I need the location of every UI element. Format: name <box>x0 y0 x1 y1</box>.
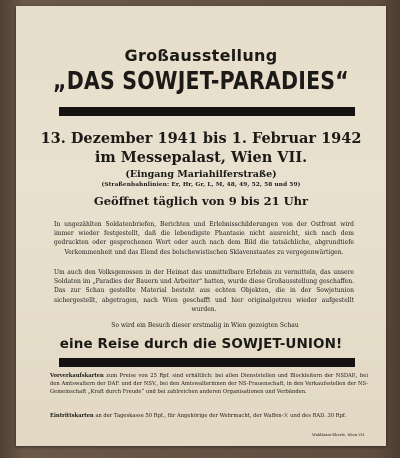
poster-heading: Großausstellung <box>124 46 278 65</box>
printer-imprint: Waldheim-Eberle, Wien VII. <box>312 432 366 437</box>
opening-hours: Geöffnet täglich von 9 bis 21 Uhr <box>93 194 309 208</box>
exhibition-venue: im Messepalast, Wien VII. <box>94 149 308 166</box>
admission-label: Eintrittskarten <box>50 413 94 419</box>
black-rule-top <box>59 107 355 116</box>
presale-info <box>50 372 368 396</box>
presale-text: zum Preise von 25 Rpf. sind erhältlich: bei allen Dienststellen und Blockleitern der NSDAP., bei den Amtswaltern der DAF. und der NSV., bei den Amtswalterinnen der NS-Frauenschaft, in den Verkaufsstellen der NS-Gemeinschaft „Kraft durch Freude“ und bei zahlreichen anderen Organisationen und Verbänden. <box>50 373 368 395</box>
poster-title: „DAS SOWJET-PARADIES“ <box>53 66 349 95</box>
description-paragraph: Um auch den Volksgenossen in der Heimat das unmittelbare Erlebnis zu vermitteln, das unsere Soldaten im „Paradies der Bauern und Arbeiter“ hatten, wurde diese Großausstellung geschaffen. Das zur Schau gestellte Material besteht aus echten Objekten, die in der Sowjetunion sichergestellt, abgetragen, nach Wien geschafft und hier originalgetreu wieder aufgestellt wurden. <box>54 269 354 313</box>
admission-info <box>50 412 368 420</box>
poster-slogan: eine Reise durch die SOWJET-UNION! <box>59 336 343 352</box>
exhibition-poster <box>16 6 386 446</box>
lead-in-line: So wird ein Besuch dieser erstmalig in Wien gezeigten Schau <box>111 322 299 329</box>
presale-label: Vorverkaufskarten <box>50 373 104 379</box>
intro-paragraph: In ungezählten Soldatenbriefen, Berichten und Erlebnisschilderungen von der Ostfront wird immer wieder festgestellt, daß die lebendigste Phantasie nicht ausreicht, sich nach dem gedruckten oder gesprochenen Wort oder auch nach dem Bild die tatsächliche, abgrundtiefe Verkommenheit und das Elend des bolschewistischen Sklavenstaates zu vergegenwärtigen. <box>54 221 354 256</box>
admission-text: an der Tageskasse 50 Rpf., für Angehörige der Wehrmacht, der Waffen-ℋ und des RAD. 30 Rpf. <box>95 413 347 419</box>
exhibition-dates: 13. Dezember 1941 bis 1. Februar 1942 <box>40 130 362 147</box>
venue-entrance: (Eingang Mariahilferstraße) <box>125 169 277 180</box>
black-rule-bottom <box>59 358 355 367</box>
tram-lines: (Straßenbahnlinien: Er, Hr, Gr, L, M, 48, 49, 52, 58 und 59) <box>101 182 301 188</box>
